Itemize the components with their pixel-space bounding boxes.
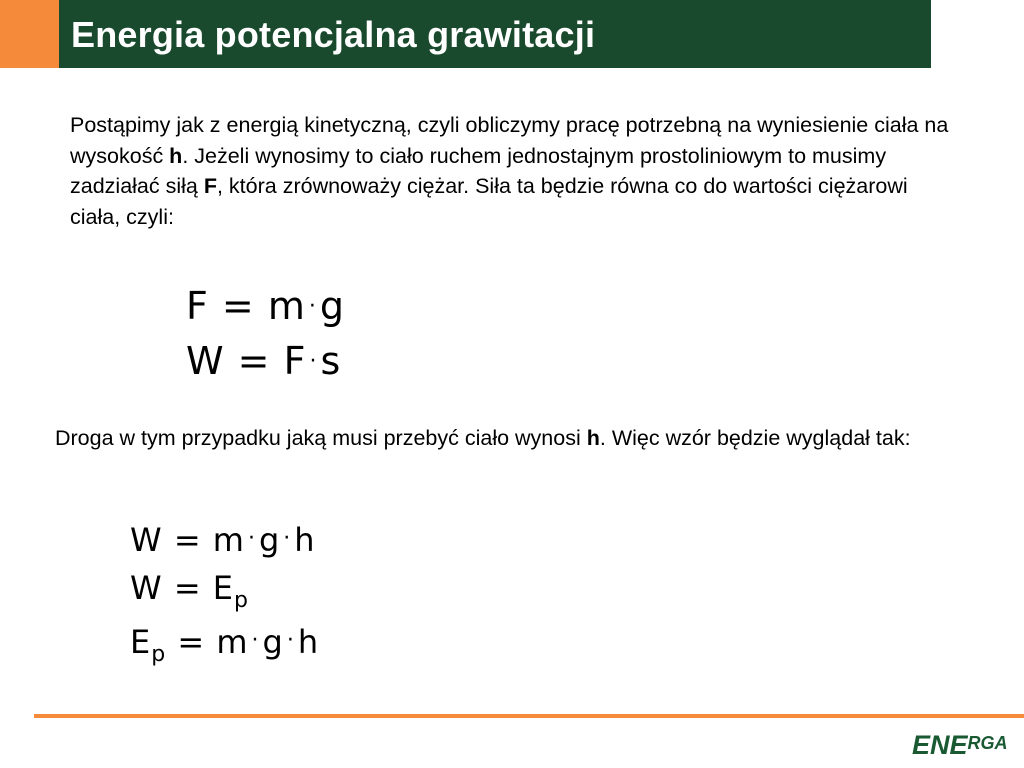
energa-logo bbox=[912, 730, 1008, 761]
formula-work-energy: $W = E_p$ bbox=[130, 569, 249, 613]
logo-part-2: RGA bbox=[967, 733, 1008, 753]
title-accent-block bbox=[0, 0, 59, 68]
paragraph-2-bold-h: h bbox=[586, 426, 600, 450]
formula-work-distance: W = F ·s bbox=[186, 339, 342, 383]
formula-potential-energy: $E_p = m \cdot g \cdot h$ bbox=[130, 623, 320, 667]
paragraph-1 bbox=[70, 110, 950, 232]
formula-work-height: W = m ·g ·h bbox=[130, 521, 316, 559]
paragraph-2 bbox=[55, 423, 975, 454]
paragraph-1-bold-f: F bbox=[203, 174, 217, 198]
paragraph-1-text-b: . Jeżeli wynosimy to ciało ruchem jednostajnym prostoliniowym to musimy zadziałać siłą bbox=[70, 143, 887, 198]
title-bar bbox=[59, 0, 931, 68]
formula-force: F = m ·g bbox=[186, 284, 345, 328]
logo-part-1: ENE bbox=[912, 730, 968, 760]
footer-divider bbox=[34, 714, 1024, 718]
paragraph-1-text-c: , która zrównoważy ciężar. Siła ta będzie równa co do wartości ciężarowi ciała, czyli: bbox=[70, 174, 908, 229]
paragraph-1-text-a: Postąpimy jak z energią kinetyczną, czyli obliczymy pracę potrzebną na wyniesienie ciała na wysokość bbox=[70, 113, 949, 168]
paragraph-2-text-a: Droga w tym przypadku jaką musi przebyć ciało wynosi bbox=[55, 426, 587, 450]
slide-title: Energia potencjalna grawitacji bbox=[71, 14, 596, 55]
paragraph-1-bold-h: h bbox=[169, 143, 183, 168]
paragraph-2-text-b: . Więc wzór będzie wyglądał tak: bbox=[599, 426, 911, 450]
